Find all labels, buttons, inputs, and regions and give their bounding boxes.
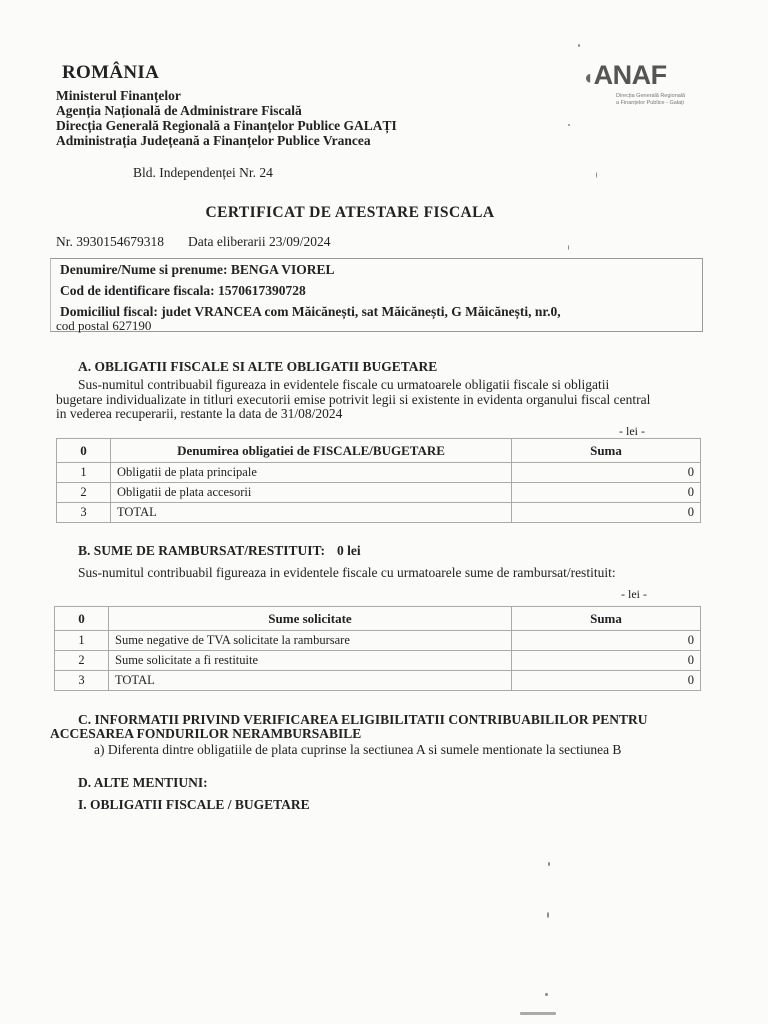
row-description: Sume solicitate a fi restituite [109, 651, 512, 671]
taxpayer-name: Denumire/Nume si prenume: BENGA VIOREL [60, 262, 335, 277]
scan-speck [545, 993, 548, 996]
row-amount: 0 [512, 483, 701, 503]
section-a-paragraph-line-3: in vederea recuperarii, restante la data de 31/08/2024 [56, 406, 343, 421]
table-row [55, 631, 701, 651]
certificate-number: Nr. 3930154679318 [56, 234, 164, 249]
issue-date: Data eliberarii 23/09/2024 [188, 234, 331, 249]
section-b-unit: - lei - [621, 587, 647, 601]
row-amount: 0 [512, 651, 701, 671]
taxpayer-postal-code: cod postal 627190 [56, 318, 152, 333]
row-amount: 0 [512, 671, 701, 691]
section-c-title-line-1: C. INFORMATII PRIVIND VERIFICAREA ELIGIBILITATII CONTRIBUABILILOR PENTRU [78, 712, 648, 727]
row-description: Obligatii de plata accesorii [111, 483, 512, 503]
row-amount: 0 [512, 463, 701, 483]
section-a-paragraph-line-1: Sus-numitul contribuabil figureaza in evidentele fiscale cu urmatoarele obligatii fiscale si obligatii [78, 377, 610, 392]
row-index: 3 [55, 671, 109, 691]
scan-speck [568, 245, 569, 250]
scan-speck [548, 862, 550, 866]
taxpayer-domicile: Domiciliul fiscal: judet VRANCEA com Măicănești, sat Măicănești, G Măicănești, nr.0, [60, 304, 561, 319]
logo-subtitle: Direcția Generală Regională a Finanțelor Publice - Galați [616, 93, 686, 106]
section-c-title-line-2: ACCESAREA FONDURILOR NERAMBURSABILE [50, 726, 362, 741]
section-a-unit: - lei - [619, 424, 645, 438]
section-b-table [54, 606, 701, 691]
scan-speck [520, 1012, 556, 1015]
institution-line-4: Administrația Județeană a Finanțelor Publice Vrancea [56, 133, 371, 148]
institution-line-2: Agenția Națională de Administrare Fiscală [56, 103, 302, 118]
logo-arc-icon: ◖ [582, 67, 594, 89]
certificate-meta [56, 234, 330, 250]
row-amount: 0 [512, 631, 701, 651]
scan-speck [578, 44, 580, 47]
column-header-amount: Suma [512, 607, 701, 631]
section-c-item-a: a) Diferenta dintre obligatiile de plata cuprinse la sectiunea A si sumele mentionate la sectiunea B [94, 742, 622, 757]
row-description: Obligatii de plata principale [111, 463, 512, 483]
section-a-paragraph-line-2: bugetare individualizate in titluri executorii emise potrivit legii si existente in evidenta organului fiscal central [56, 392, 651, 407]
scan-speck [547, 912, 549, 918]
row-amount: 0 [512, 503, 701, 523]
section-d-title: D. ALTE MENTIUNI: [78, 775, 208, 790]
row-index: 2 [57, 483, 111, 503]
institution-line-1: Ministerul Finanțelor [56, 88, 181, 103]
row-index: 3 [57, 503, 111, 523]
scan-speck [568, 124, 570, 126]
section-a-table [56, 438, 701, 523]
column-header-description: Denumirea obligatiei de FISCALE/BUGETARE [111, 439, 512, 463]
row-index: 1 [55, 631, 109, 651]
country-heading: ROMÂNIA [62, 62, 160, 83]
table-row [57, 463, 701, 483]
certificate-title: CERTIFICAT DE ATESTARE FISCALA [205, 204, 495, 221]
column-header-index: 0 [57, 439, 111, 463]
anaf-logo [582, 60, 702, 107]
taxpayer-fiscal-code: Cod de identificare fiscala: 1570617390728 [60, 283, 306, 298]
table-row [55, 651, 701, 671]
institution-line-3: Direcția Generală Regională a Finanțelor Publice GALAȚI [56, 118, 397, 133]
table-row [57, 483, 701, 503]
table-row [57, 503, 701, 523]
section-b-paragraph: Sus-numitul contribuabil figureaza in evidentele fiscale cu urmatoarele sume de rambursat/restituit: [78, 565, 616, 580]
table-header-row [55, 607, 701, 631]
row-index: 1 [57, 463, 111, 483]
logo-wordmark: ◖ANAF [582, 60, 667, 90]
row-description: TOTAL [109, 671, 512, 691]
column-header-amount: Suma [512, 439, 701, 463]
table-row [55, 671, 701, 691]
row-description: TOTAL [111, 503, 512, 523]
column-header-description: Sume solicitate [109, 607, 512, 631]
section-b-total: 0 lei [337, 543, 361, 558]
section-d-subtitle: I. OBLIGATII FISCALE / BUGETARE [78, 797, 310, 812]
row-description: Sume negative de TVA solicitate la rambursare [109, 631, 512, 651]
section-b-title: B. SUME DE RAMBURSAT/RESTITUIT: 0 lei [78, 543, 361, 558]
column-header-index: 0 [55, 607, 109, 631]
section-a-title: A. OBLIGATII FISCALE SI ALTE OBLIGATII BUGETARE [78, 359, 438, 374]
row-index: 2 [55, 651, 109, 671]
scan-speck [596, 172, 597, 178]
office-address: Bld. Independenței Nr. 24 [133, 165, 273, 180]
table-header-row [57, 439, 701, 463]
